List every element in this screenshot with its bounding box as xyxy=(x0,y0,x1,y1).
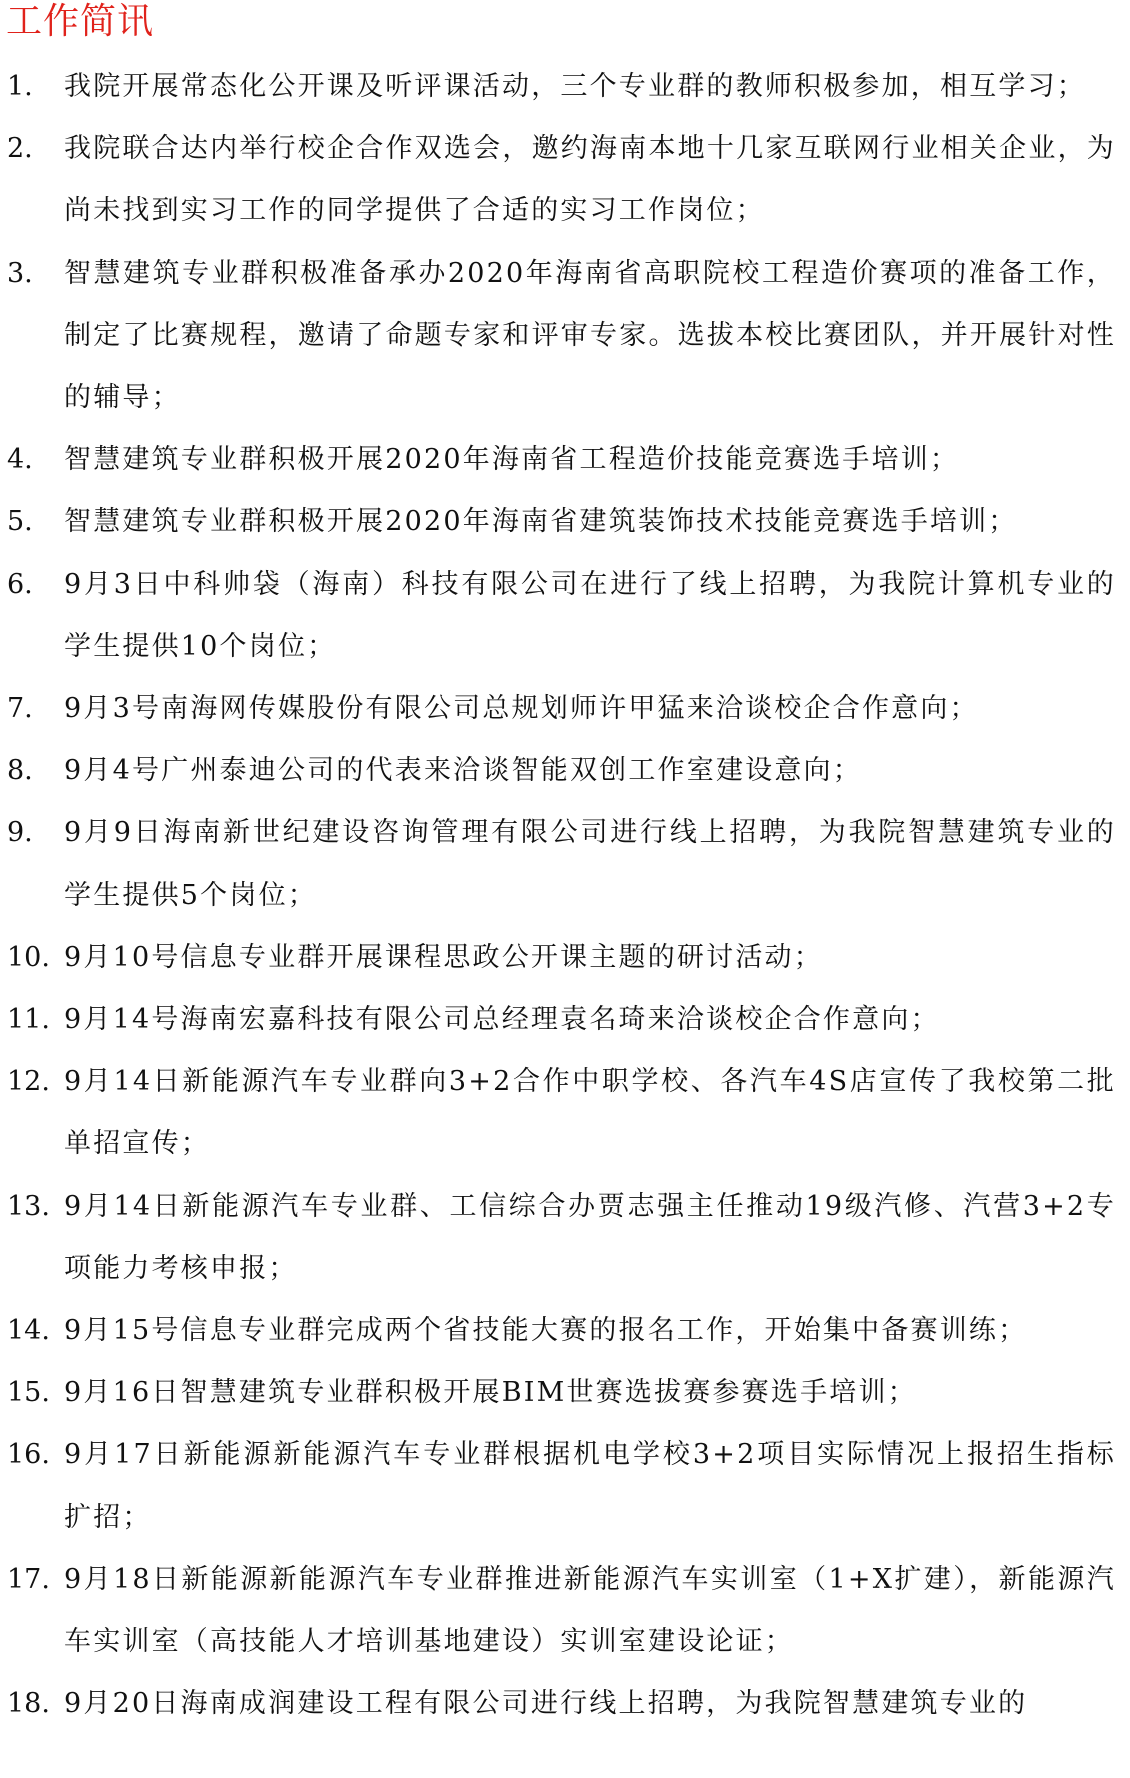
news-item-text: 9月20日海南成润建设工程有限公司进行线上招聘，为我院智慧建筑专业的 xyxy=(64,1688,1028,1720)
news-item xyxy=(0,1051,1130,1175)
news-item-number: 16. xyxy=(7,1439,50,1471)
news-item-text: 9月14日新能源汽车专业群向3+2合作中职学校、各汽车4S店宣传了我校第二批单招宣传； xyxy=(64,1066,1116,1160)
news-item-number: 13. xyxy=(7,1190,50,1222)
news-item-number: 1. xyxy=(7,71,33,102)
news-item-text: 9月3号南海网传媒股份有限公司总规划师许甲猛来洽谈校企合作意向； xyxy=(64,693,979,725)
news-item-number: 12. xyxy=(7,1066,50,1098)
page-title: 工作简讯 xyxy=(6,1,155,42)
news-item-number: 2. xyxy=(7,133,33,165)
news-item xyxy=(0,491,1130,553)
news-item-text: 我院开展常态化公开课及听评课活动，三个专业群的教师积极参加，相互学习； xyxy=(64,71,1086,102)
news-item-number: 14. xyxy=(7,1315,50,1347)
news-item-number: 3. xyxy=(7,257,33,289)
news-item xyxy=(0,554,1130,678)
news-item xyxy=(0,1673,1130,1735)
news-item xyxy=(0,927,1130,989)
news-item-number: 15. xyxy=(7,1377,50,1409)
news-item-number: 8. xyxy=(7,755,33,787)
news-item-number: 4. xyxy=(7,444,33,476)
news-item-text: 我院联合达内举行校企合作双选会，邀约海南本地十几家互联网行业相关企业，为尚未找到实习工作的同学提供了合适的实习工作岗位； xyxy=(64,133,1116,227)
news-item-number: 6. xyxy=(7,568,33,600)
news-item xyxy=(0,1176,1130,1300)
news-item-text: 9月4号广州泰迪公司的代表来洽谈智能双创工作室建设意向； xyxy=(64,755,862,787)
news-item-text: 9月10号信息专业群开展课程思政公开课主题的研讨活动； xyxy=(64,941,823,973)
news-item xyxy=(0,802,1130,926)
news-item-text: 9月18日新能源新能源汽车专业群推进新能源汽车实训室（1+X扩建），新能源汽车实训室（高技能人才培训基地建设）实训室建设论证； xyxy=(64,1563,1116,1658)
news-item xyxy=(0,118,1130,242)
news-item xyxy=(0,989,1130,1051)
news-item-text: 9月17日新能源新能源汽车专业群根据机电学校3+2项目实际情况上报招生指标扩招； xyxy=(64,1439,1116,1533)
news-item xyxy=(0,243,1130,430)
news-item-text: 智慧建筑专业群积极开展2020年海南省工程造价技能竞赛选手培训； xyxy=(64,444,960,476)
news-item xyxy=(0,1549,1130,1673)
news-item-number: 17. xyxy=(7,1563,50,1595)
news-item xyxy=(0,429,1130,491)
news-item-number: 9. xyxy=(7,817,33,849)
news-item-text: 9月9日海南新世纪建设咨询管理有限公司进行线上招聘，为我院智慧建筑专业的学生提供5个岗位； xyxy=(64,817,1116,911)
news-item xyxy=(0,678,1130,740)
news-item-number: 10. xyxy=(7,941,50,973)
news-item xyxy=(0,1300,1130,1362)
news-item-text: 9月15号信息专业群完成两个省技能大赛的报名工作，开始集中备赛训练； xyxy=(64,1315,1028,1347)
news-item-text: 智慧建筑专业群积极开展2020年海南省建筑装饰技术技能竞赛选手培训； xyxy=(64,506,1018,538)
news-item-number: 11. xyxy=(7,1004,50,1036)
news-item-number: 5. xyxy=(7,506,33,538)
news-item-number: 7. xyxy=(7,693,33,725)
news-item-text: 9月14日新能源汽车专业群、工信综合办贾志强主任推动19级汽修、汽营3+2专项能力考核申报； xyxy=(64,1190,1116,1284)
news-item-text: 9月3日中科帅袋（海南）科技有限公司在进行了线上招聘，为我院计算机专业的学生提供10个岗位； xyxy=(64,568,1116,662)
news-item xyxy=(0,740,1130,802)
news-item xyxy=(0,56,1130,118)
news-item xyxy=(0,1362,1130,1424)
news-item-text: 智慧建筑专业群积极准备承办2020年海南省高职院校工程造价赛项的准备工作，制定了比赛规程，邀请了命题专家和评审专家。选拔本校比赛团队，并开展针对性的辅导； xyxy=(64,257,1116,414)
news-list xyxy=(0,56,1130,1735)
news-item-number: 18. xyxy=(7,1688,50,1720)
news-item-text: 9月14号海南宏嘉科技有限公司总经理袁名琦来洽谈校企合作意向； xyxy=(64,1004,940,1036)
news-item-text: 9月16日智慧建筑专业群积极开展BIM世赛选拔赛参赛选手培训； xyxy=(64,1377,917,1409)
news-item xyxy=(0,1424,1130,1548)
